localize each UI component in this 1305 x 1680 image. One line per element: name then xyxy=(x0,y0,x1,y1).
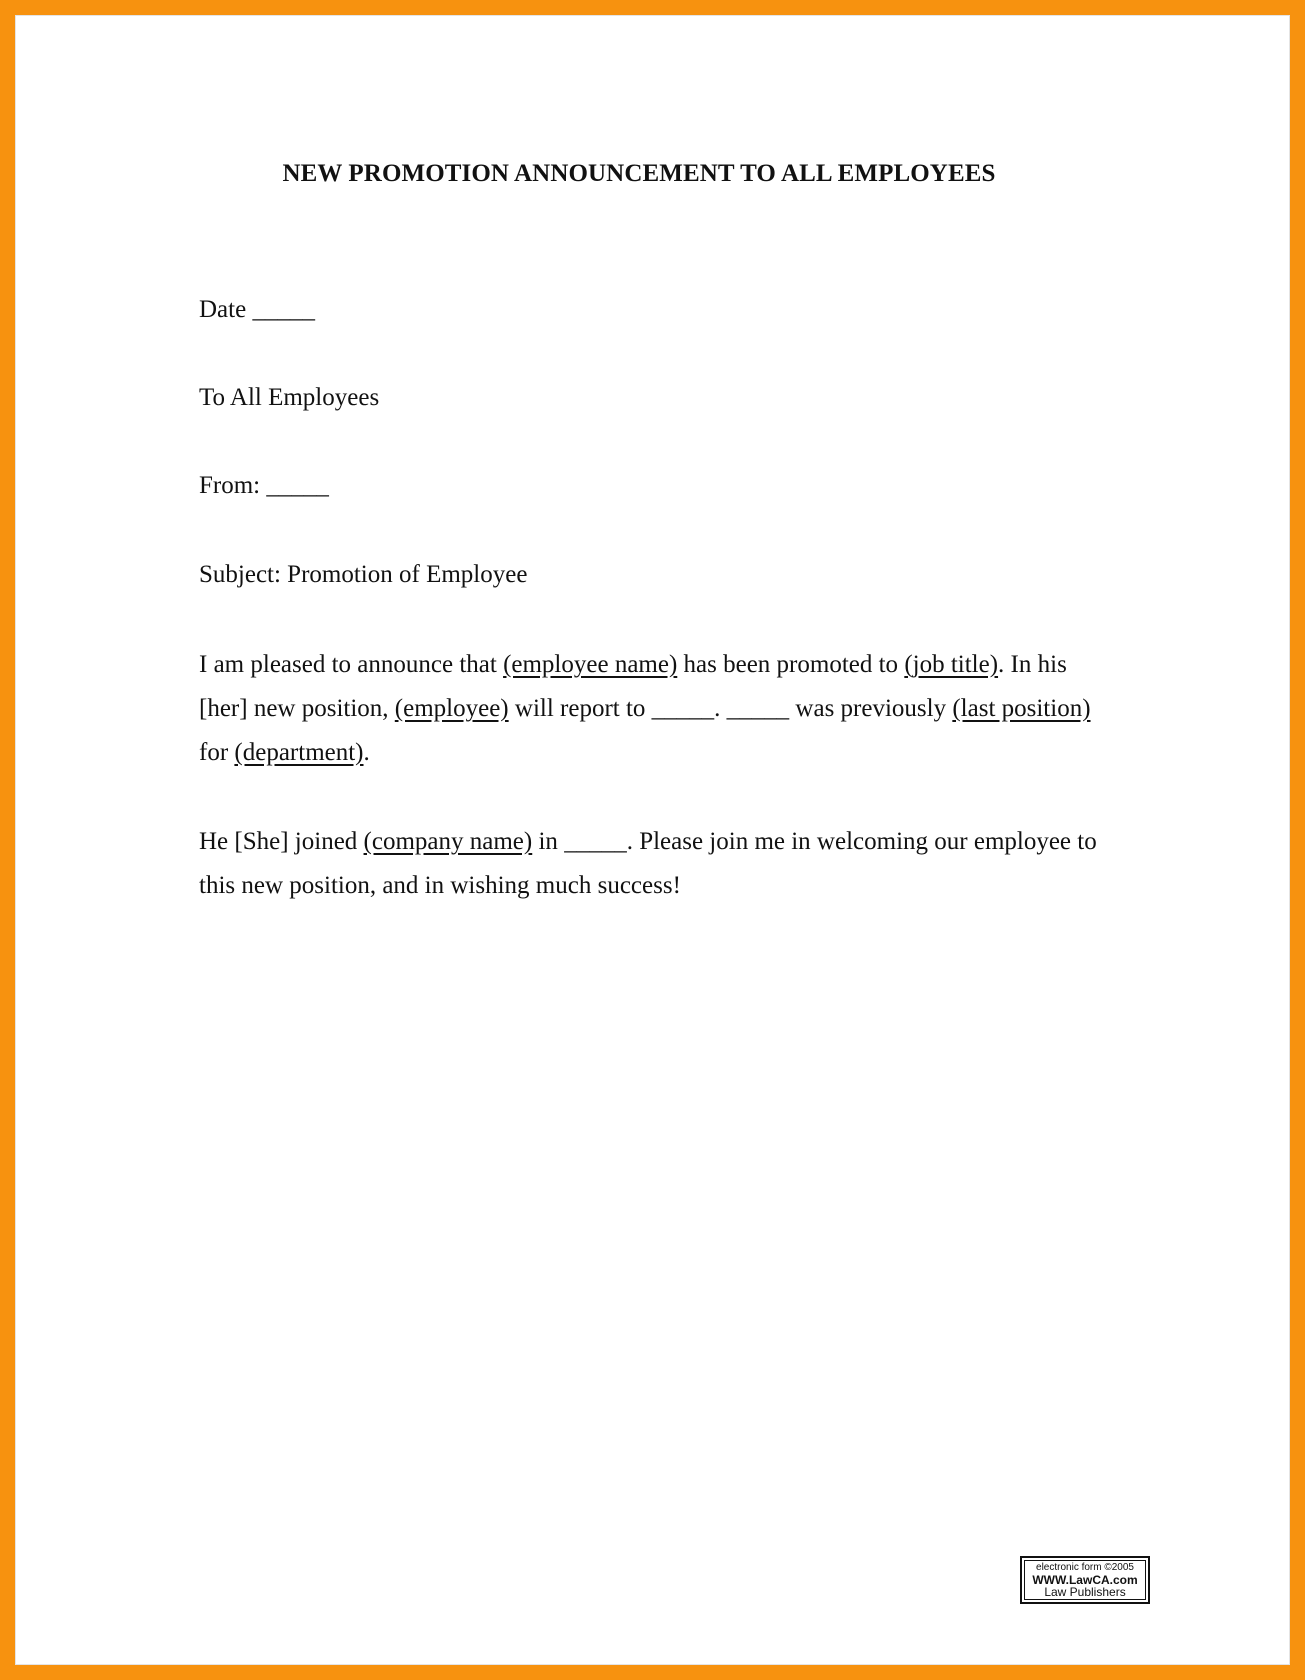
join-year-blank: _____ xyxy=(564,828,627,855)
para1-text: . xyxy=(714,695,727,722)
document-title: NEW PROMOTION ANNOUNCEMENT TO ALL EMPLOYEES xyxy=(282,160,996,187)
para1-text: will report to xyxy=(508,695,652,722)
employee-placeholder: (employee) xyxy=(394,695,509,722)
date-label: Date xyxy=(199,296,247,323)
para1-text: . xyxy=(363,739,370,766)
company-name-placeholder: (company name) xyxy=(363,828,533,855)
para1-text: has been promoted to xyxy=(677,651,905,678)
name-blank: _____ xyxy=(726,695,790,722)
job-title-placeholder: (job title) xyxy=(904,651,999,678)
para1-text: for xyxy=(199,739,235,766)
subject-line: Subject: Promotion of Employee xyxy=(199,561,528,588)
last-position-placeholder: (last position) xyxy=(952,695,1091,722)
employee-name-placeholder: (employee name) xyxy=(503,651,678,678)
publisher-stamp-inner xyxy=(1024,1560,1146,1600)
from-label: From: xyxy=(199,472,261,499)
department-placeholder: (department) xyxy=(234,739,364,766)
to-line: To All Employees xyxy=(199,384,380,411)
date-line xyxy=(199,296,315,324)
para2-text: . Please join me in welcoming our employee to this new position, and in wishing much success! xyxy=(199,828,1097,899)
para2-text: in xyxy=(532,828,565,855)
para2-text: He [She] joined xyxy=(199,828,364,855)
announcement-paragraph xyxy=(199,643,1099,775)
date-blank: _____ xyxy=(252,296,315,323)
report-to-blank: _____ xyxy=(651,695,715,722)
from-line xyxy=(199,472,329,500)
from-blank: _____ xyxy=(266,472,329,499)
welcome-paragraph xyxy=(199,820,1099,908)
stamp-website: WWW.LawCA.com xyxy=(1032,1573,1138,1587)
para1-text: I am pleased to announce that xyxy=(199,651,504,678)
para1-text: was previously xyxy=(789,695,953,722)
publisher-stamp xyxy=(1020,1556,1150,1604)
stamp-copyright: electronic form ©2005 xyxy=(1036,1562,1134,1573)
stamp-publisher: Law Publishers xyxy=(1044,1585,1126,1599)
para1-text: . In his [her] new position, xyxy=(199,651,1067,722)
